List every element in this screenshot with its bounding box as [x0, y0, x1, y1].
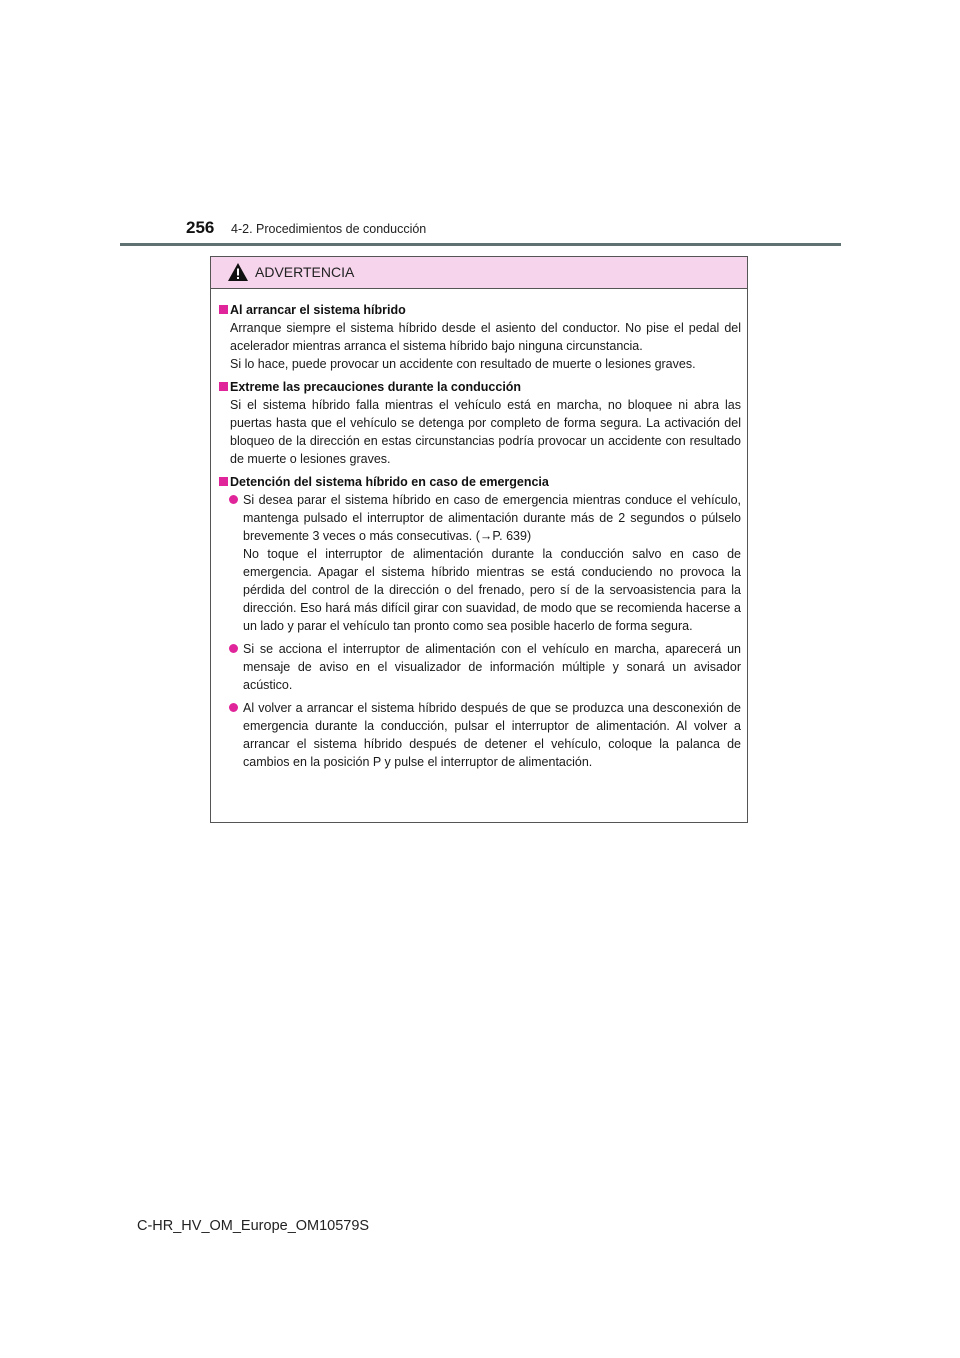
item-heading [217, 473, 741, 491]
square-bullet-icon [219, 477, 228, 486]
warning-body [211, 289, 747, 771]
paragraph: Si el sistema híbrido falla mientras el vehículo está en marcha, no bloquee ni abra las puertas hasta que el vehículo se detenga por completo de forma segura. La activación del bloqueo de la dirección en estas circunstancias podría provocar un accidente con resultado de muerte o lesiones graves. [230, 398, 741, 466]
paragraph: Arranque siempre el sistema híbrido desde el asiento del conductor. No pise el pedal del acelerador mientras arranca el sistema híbrido bajo ninguna circunstancia. [230, 321, 741, 353]
circle-bullet-icon [229, 495, 238, 504]
square-bullet-icon [219, 305, 228, 314]
item-text [217, 319, 741, 373]
paragraph: Si desea parar el sistema híbrido en caso de emergencia mientras conduce el vehículo, mantenga pulsado el interruptor de alimentación durante más de 2 segundos o púlselo brevemente 3 veces o más consecutivas. (→P. 639) [243, 493, 741, 543]
sub-item [217, 491, 741, 635]
warning-label: ADVERTENCIA [255, 264, 355, 280]
section-title: 4-2. Procedimientos de conducción [231, 222, 427, 236]
item-text [217, 396, 741, 468]
item-heading-text: Detención del sistema híbrido en caso de emergencia [230, 475, 549, 489]
item-heading [217, 301, 741, 319]
page-number: 256 [186, 218, 215, 237]
item-heading-text: Al arrancar el sistema híbrido [230, 303, 406, 317]
square-bullet-icon [219, 382, 228, 391]
paragraph: Si se acciona el interruptor de alimentación con el vehículo en marcha, aparecerá un mensaje de aviso en el visualizador de información múltiple y sonará un avisador acústico. [243, 642, 741, 692]
sub-item [217, 640, 741, 694]
header-rule [120, 243, 841, 246]
warning-box [210, 256, 748, 823]
warning-triangle-icon [227, 262, 249, 282]
warning-header [211, 257, 747, 289]
paragraph: No toque el interruptor de alimentación durante la conducción salvo en caso de emergencia. Apagar el sistema híbrido mientras se está conduciendo no provoca la pérdida del control de la dirección o del frenado, pero sí de la servoasistencia para la dirección. Eso hará más difícil girar con suavidad, de modo que se recomienda hacerse a un lado y parar el vehículo tan pronto como sea posible hacerlo de forma segura. [243, 547, 741, 633]
document-code: C-HR_HV_OM_Europe_OM10579S [137, 1218, 370, 1234]
warning-item-emergency-stop [217, 473, 741, 771]
warning-item-starting [217, 301, 741, 373]
circle-bullet-icon [229, 703, 238, 712]
warning-item-precautions [217, 378, 741, 468]
circle-bullet-icon [229, 644, 238, 653]
sub-item [217, 699, 741, 771]
paragraph: Si lo hace, puede provocar un accidente con resultado de muerte o lesiones graves. [230, 357, 696, 371]
item-heading [217, 378, 741, 396]
paragraph: Al volver a arrancar el sistema híbrido después de que se produzca una desconexión de emergencia durante la conducción, pulsar el interruptor de alimentación. Al volver a arrancar el sistema híbrido después de detener el vehículo, coloque la palanca de cambios en la posición P y pulse el interruptor de alimentación. [243, 701, 741, 769]
item-heading-text: Extreme las precauciones durante la conducción [230, 380, 522, 394]
